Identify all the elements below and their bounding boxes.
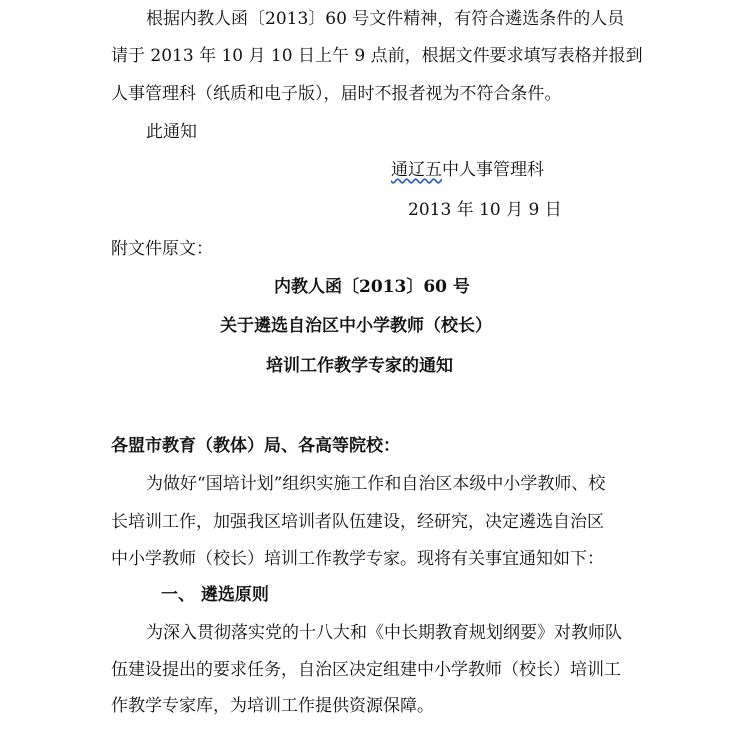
body-paragraph-1-line-1: 为做好“国培计划”组织实施工作和自治区本级中小学教师、校	[146, 474, 606, 494]
document-number: 内教人函〔2013〕60 号	[274, 277, 470, 297]
intro-paragraph-line-2: 请于 2013 年 10 月 10 日上午 9 点前，根据文件要求填写表格并报到	[111, 46, 643, 66]
section-heading-1: 一、 遴选原则	[161, 585, 269, 605]
intro-paragraph-line-3: 人事管理科（纸质和电子版），届时不报者视为不符合条件。	[111, 84, 562, 104]
body-paragraph-2-line-3: 作教学专家库，为培训工作提供资源保障。	[111, 696, 434, 716]
spellcheck-marked-text: 通辽五	[391, 160, 442, 180]
body-paragraph-2-line-1: 为深入贯彻落实党的十八大和《中长期教育规划纲要》对教师队	[146, 623, 622, 643]
signature-date: 2013 年 10 月 9 日	[408, 200, 562, 220]
notice-closing: 此通知	[146, 122, 197, 142]
body-paragraph-1-line-3: 中小学教师（校长）培训工作教学专家。现将有关事宜通知如下：	[111, 549, 604, 569]
document-title-line-2: 培训工作教学专家的通知	[266, 356, 453, 376]
body-paragraph-2-line-2: 伍建设提出的要求任务，自治区决定组建中小学教师（校长）培训工	[111, 660, 621, 680]
signature-organization-rest: 中人事管理科	[442, 160, 544, 180]
attachment-label: 附文件原文：	[111, 239, 213, 259]
signature-organization	[391, 159, 544, 181]
body-paragraph-1-line-2: 长培训工作，加强我区培训者队伍建设，经研究，决定遴选自治区	[111, 512, 604, 532]
intro-paragraph-line-1: 根据内教人函〔2013〕60 号文件精神，有符合遴选条件的人员	[146, 9, 625, 29]
recipients: 各盟市教育（教体）局、各高等院校：	[111, 436, 400, 456]
document-title-line-1: 关于遴选自治区中小学教师（校长）	[220, 316, 492, 336]
